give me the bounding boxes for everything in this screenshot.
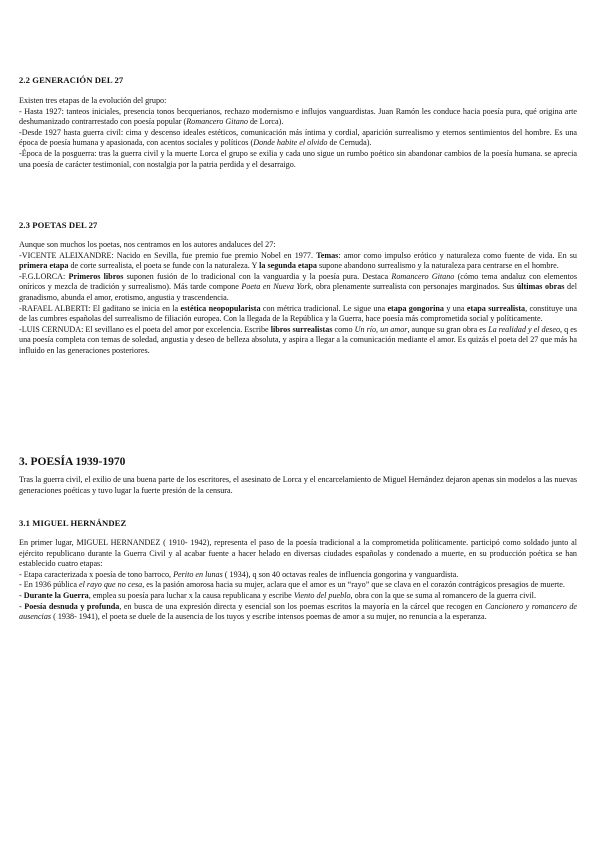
title-italic: Perito en lunas (173, 569, 223, 579)
title-italic: Viento del pueblo (293, 590, 351, 600)
paragraph (19, 475, 577, 496)
text: -LUIS CERNUDA: El sevillano es el poeta del amor por excelencia. Escribe (19, 324, 271, 334)
paragraph (19, 128, 577, 149)
text: -Desde 1927 hasta guerra civil: cima y descenso ideales estéticos, comunicación más íntima y cordial, aparición surrealismo y eternos sentimientos del hombre. Es una época de poesía humana y apasionada, con acentos sociales y políticos ( (19, 127, 577, 148)
text: de Lorca). (247, 117, 284, 127)
title-italic: Poeta en Nueva York (241, 282, 312, 292)
text: de corte surrealista, el poeta se funde con la naturaleza. Y (68, 261, 260, 271)
text: : amor como impulso erótico y naturaleza como fuente de vida. En su (338, 250, 577, 260)
text: -Época de la posguerra: tras la guerra civil y la muerte Lorca el grupo se exilia y cada uno sigue un rumbo poético sin abandonar cambios de la poesía humana. se aprecia una poesía de carácter testimonial, con nostalgia por la patria perdida y el desarraigo. (19, 148, 577, 169)
section-body-3 (19, 475, 577, 496)
paragraph-cernuda (19, 325, 577, 357)
text: - Etapa caracterizada x poesía de tono barroco, (19, 569, 174, 579)
paragraph-etapa-1 (19, 570, 577, 581)
text: -F.G.LORCA: (19, 271, 69, 281)
text: y una (444, 303, 467, 313)
bold-text: la segunda etapa (259, 261, 317, 271)
text: - En 1936 pública (19, 580, 80, 590)
paragraph-etapa-4 (19, 602, 577, 623)
bold-text: Primeros libros (68, 271, 124, 281)
text: con métrica tradicional. Le sigue una (260, 303, 388, 313)
text: ( 1934), q son 40 octavas reales de influencia gongorina y vanguardista. (222, 569, 459, 579)
bold-text: Poesía desnuda y profunda (24, 601, 120, 611)
text: , emplea su poesía para luchar x la causa republicana y escribe (88, 590, 294, 600)
text: Tras la guerra civil, el exilio de una buena parte de los escritores, el asesinato de Lorca y el encarcelamiento de Miguel Hernández dejaron apenas sin modelos a las nuevas generaciones poéticas y tuvo lugar la fuerte presión de la censura. (19, 475, 577, 495)
text: del granadismo, abunda el amor, erotismo, angustia y trascendencia. (19, 282, 577, 302)
text: , constituye una de las cumbres españolas del surrealismo de filiación europea. Con la llegada de la República y la Guerra, hace poesía más comprometida social y políticamente. (19, 303, 577, 324)
title-italic: Un río, un amor (354, 324, 408, 334)
text: de Cernuda). (327, 138, 372, 148)
section-heading-2-3: 2.3 POETAS DEL 27 (19, 220, 98, 230)
text: - Hasta 1927: tanteos iniciales, presencia tonos becquerianos, rechazo modernismo e influjos vanguardistas. Juan Ramón les conduce hacia poesía pura, qué origina arte deshumanizado contrarrestado con poesía popular ( (19, 106, 577, 127)
section-body-3-1 (19, 538, 577, 623)
section-heading-2-2: 2.2 GENERACIÓN DEL 27 (19, 75, 124, 85)
bold-text: libros surrealistas (270, 324, 333, 334)
section-body-2-2 (19, 96, 577, 170)
section-heading-3-1: 3.1 MIGUEL HERNÁNDEZ (19, 518, 127, 528)
text: (cómo tema andaluz con elementos oníricos y mezcla de tradición y surrealismo). Más tarde compone (19, 271, 577, 292)
text: , en busca de una expresión directa y esencial son los poemas escritos la mayoría en la cárcel que recogen en (119, 601, 485, 611)
text: - (19, 590, 24, 600)
text: -VICENTE ALEIXANDRE: Nacido en Sevilla, fue premio fue premio Nobel en 1977. (19, 250, 317, 260)
paragraph (19, 107, 577, 128)
text: suponen fusión de lo tradicional con la vanguardia y la poesía pura. Destaca (123, 271, 392, 281)
title-italic: el rayo que no cesa (79, 580, 143, 590)
text: Existen tres etapas de la evolución del grupo: (19, 96, 167, 105)
title-italic: La realidad y el deseo (488, 324, 561, 334)
title-italic: Cancionero y romancero de ausencias (19, 601, 577, 622)
text: , obra con la que se suma al romancero de la guerra civil. (350, 590, 536, 600)
bold-text: primera etapa (19, 261, 69, 271)
text: En primer lugar, MIGUEL HERNANDEZ ( 1910- 1942), representa el paso de la poesía tradicional a la comprometida políticamente. participó como soldado junto al ejército republicano durante la Guerra Civil y al acabar fuente a hacer helado en diversas ciudades españolas y condenado a muerte, en su producción poética se han establecido cuatro etapas: (19, 538, 577, 569)
bold-text: estética neopopularista (180, 303, 261, 313)
text: como (332, 324, 355, 334)
bold-text: Temas (316, 250, 339, 260)
section-heading-3: 3. POESÍA 1939-1970 (19, 456, 126, 468)
title-italic: Donde habite el olvido (253, 138, 328, 148)
paragraph (19, 96, 577, 107)
bold-text: Durante la Guerra (23, 590, 89, 600)
title-italic: Romancero Gitano (186, 117, 248, 127)
bold-text: etapa surrealista (466, 303, 526, 313)
text: - (19, 601, 25, 611)
paragraph-aleixandre (19, 251, 577, 272)
text: supone abandono surrealismo y la naturaleza para centrarse en el hombre. (316, 261, 559, 271)
text: , aunque su gran obra es (407, 324, 489, 334)
paragraph-etapa-3 (19, 591, 577, 602)
text: , es la pasión amorosa hacia su mujer, aclara que el amor es un “rayo” que se clava en el corazón contrágicos presagios de muerte. (142, 580, 565, 590)
text: Aunque son muchos los poetas, nos centramos en los autores andaluces del 27: (19, 240, 276, 249)
bold-text: últimas obras (516, 282, 565, 292)
paragraph-etapa-2 (19, 580, 577, 591)
paragraph (19, 149, 577, 170)
text: ( 1938- 1941), el poeta se duele de la ausencia de los tuyos y escribe intensos poemas de amor a su mujer, no renuncia a la esperanza. (51, 612, 487, 622)
paragraph (19, 240, 577, 251)
text: , q es una poesía completa con temas de soledad, angustia y deseo de belleza absoluta, y aspira a llegar a la comunicación mediante el amor. Es quizás el poeta del 27 que más ha influido en las generaciones posteriores. (19, 324, 577, 355)
text: -RAFAEL ALBERTI: El gaditano se inicia en la (19, 303, 181, 313)
title-italic: Romancero Gitano (391, 271, 455, 281)
section-body-2-3 (19, 240, 577, 357)
bold-text: etapa gongorina (387, 303, 444, 313)
paragraph-alberti (19, 304, 577, 325)
paragraph (19, 538, 577, 570)
text: , obra plenamente surrealista con personajes marginados. Sus (311, 282, 517, 292)
paragraph-lorca (19, 272, 577, 304)
